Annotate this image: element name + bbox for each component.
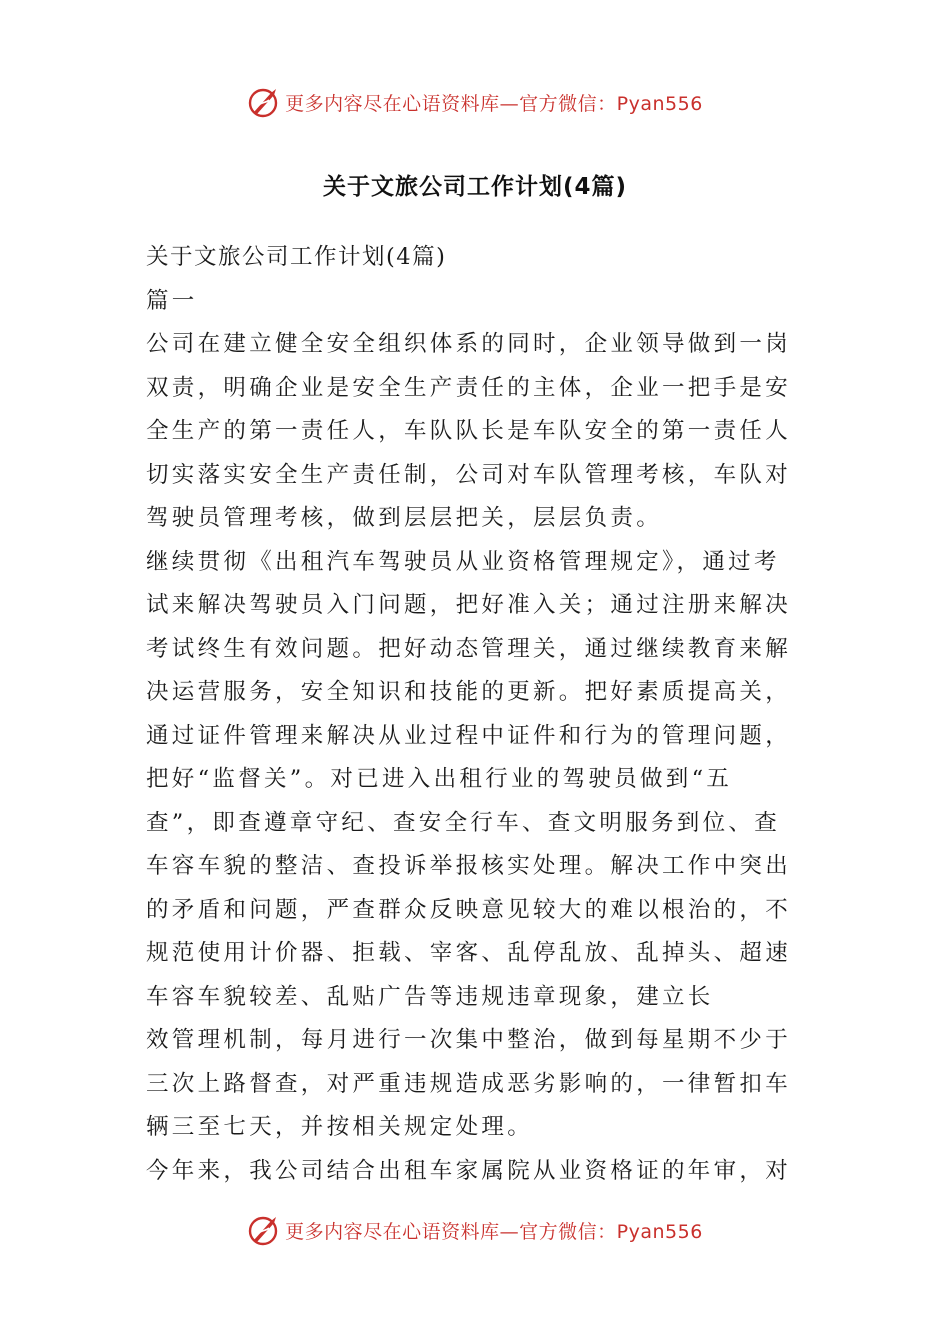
watermark-banner-bottom	[0, 1210, 950, 1250]
watermark-banner-top	[0, 82, 950, 122]
text-line: 切实落实安全生产责任制，公司对车队管理考核，车队对	[146, 461, 792, 488]
text-line: 驾驶员管理考核，做到层层把关，层层负责。	[146, 505, 663, 531]
text-line: 今年来，我公司结合出租车家属院从业资格证的年审，对	[146, 1157, 792, 1184]
watermark-text: 更多内容尽在心语资料库—官方微信：Pyan556	[285, 1220, 703, 1243]
text-line: 考试终生有效问题。把好动态管理关，通过继续教育来解	[146, 635, 792, 662]
pen-logo-icon	[247, 85, 281, 119]
wechat-id: Pyan556	[616, 1220, 703, 1243]
text-line: 车容车貌较差、乱贴广告等违规违章现象，建立长	[146, 983, 714, 1010]
wechat-id: Pyan556	[616, 92, 703, 115]
text-line: 公司在建立健全安全组织体系的同时，企业领导做到一岗	[146, 331, 792, 357]
text-line: 车容车貌的整洁、查投诉举报核实处理。解决工作中突出	[146, 853, 792, 879]
text-line: 决运营服务，安全知识和技能的更新。把好素质提高关，	[146, 679, 792, 705]
text-line: 效管理机制，每月进行一次集中整治，做到每星期不少于	[146, 1027, 792, 1053]
text-line: 全生产的第一责任人，车队队长是车队安全的第一责任人	[146, 418, 792, 444]
document-subtitle: 关于文旅公司工作计划(4篇)	[146, 244, 447, 270]
document-title: 关于文旅公司工作计划(4篇)	[322, 174, 628, 200]
text-line: 通过证件管理来解决从业过程中证件和行为的管理问题，	[146, 722, 792, 749]
document-body	[146, 236, 808, 1193]
text-line: 把好“监督关”。对已进入出租行业的驾驶员做到“五	[146, 766, 733, 792]
text-line: 查”，即查遵章守纪、查安全行车、查文明服务到位、查	[146, 809, 781, 836]
text-line: 辆三至七天，并按相关规定处理。	[146, 1114, 534, 1140]
watermark-text: 更多内容尽在心语资料库—官方微信：Pyan556	[285, 92, 703, 115]
text-line: 的矛盾和问题，严查群众反映意见较大的难以根治的，不	[146, 896, 792, 923]
section-heading: 篇一	[146, 287, 198, 314]
text-line: 三次上路督查，对严重违规造成恶劣影响的，一律暂扣车	[146, 1070, 792, 1097]
text-line: 双责，明确企业是安全生产责任的主体，企业一把手是安	[146, 374, 792, 401]
text-line: 规范使用计价器、拒载、宰客、乱停乱放、乱掉头、超速	[146, 940, 792, 966]
text-line: 继续贯彻《出租汽车驾驶员从业资格管理规定》，通过考	[146, 548, 780, 575]
text-line: 试来解决驾驶员入门问题，把好准入关；通过注册来解决	[146, 592, 792, 618]
pen-logo-icon	[247, 1213, 281, 1247]
